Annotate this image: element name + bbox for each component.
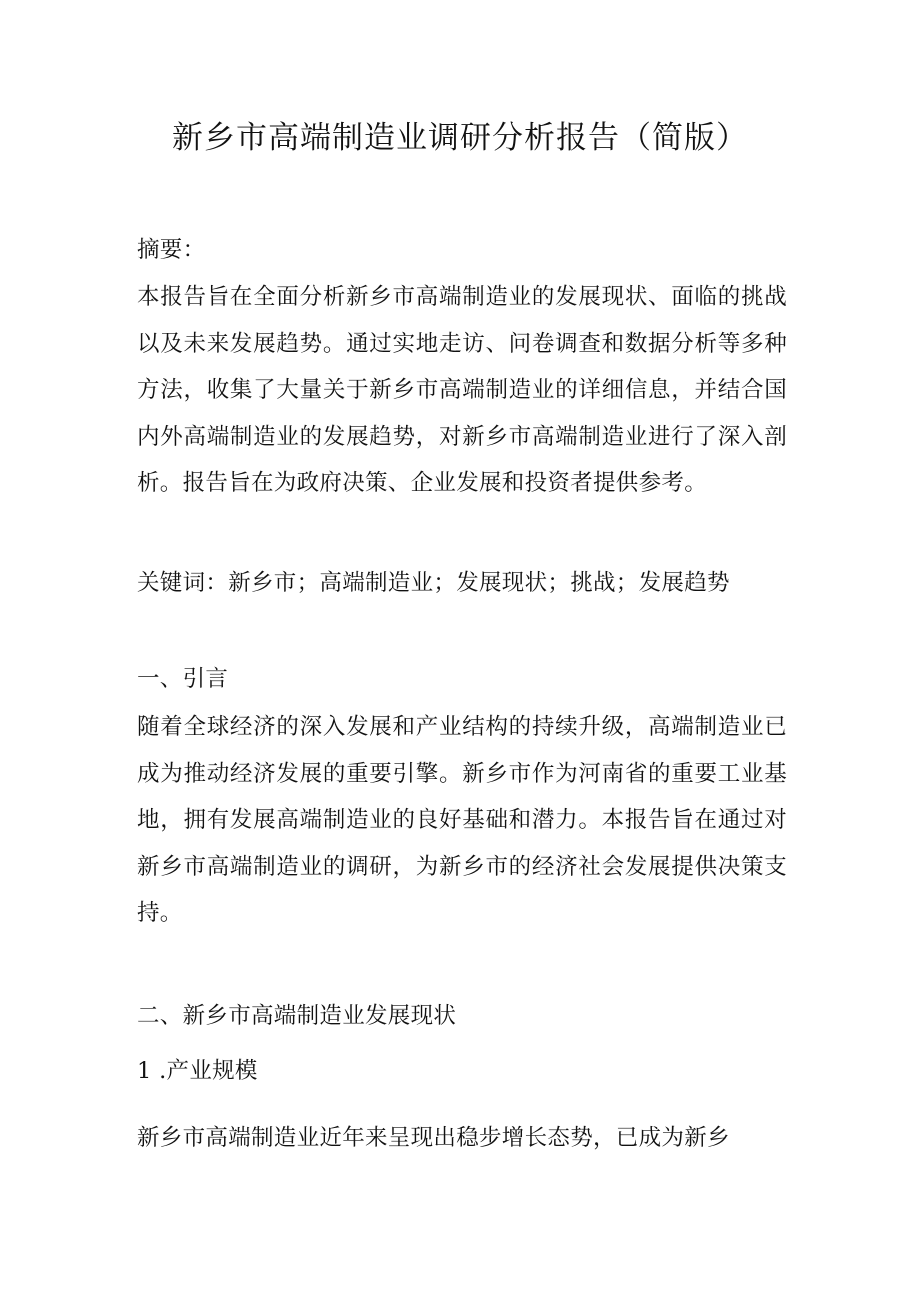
section-heading-introduction: 一、引言 [137, 666, 229, 692]
abstract-label: 摘要： [137, 237, 206, 263]
section-heading-current-status: 二、新乡市高端制造业发展现状 [137, 1003, 457, 1029]
keywords-line: 关键词：新乡市；高端制造业；发展现状；挑战；发展趋势 [137, 570, 730, 596]
abstract-paragraph: 本报告旨在全面分析新乡市高端制造业的发展现状、面临的挑战以及未来发展趋势。通过实地走访、问卷调查和数据分析等多种方法，收集了大量关于新乡市高端制造业的详细信息，并结合国内外高端制造业的发展趋势，对新乡市高端制造业进行了深入剖析。报告旨在为政府决策、企业发展和投资者提供参考。 [137, 284, 787, 496]
subsection-heading-industry-scale: 1 .产业规模 [137, 1058, 258, 1084]
industry-scale-paragraph: 新乡市高端制造业近年来呈现出稳步增长态势，已成为新乡 [137, 1125, 730, 1151]
introduction-paragraph: 随着全球经济的深入发展和产业结构的持续升级，高端制造业已成为推动经济发展的重要引擎。新乡市作为河南省的重要工业基地，拥有发展高端制造业的良好基础和潜力。本报告旨在通过对新乡市高端制造业的调研，为新乡市的经济社会发展提供决策支持。 [137, 714, 787, 926]
document-title: 新乡市高端制造业调研分析报告（简版） [172, 120, 748, 156]
